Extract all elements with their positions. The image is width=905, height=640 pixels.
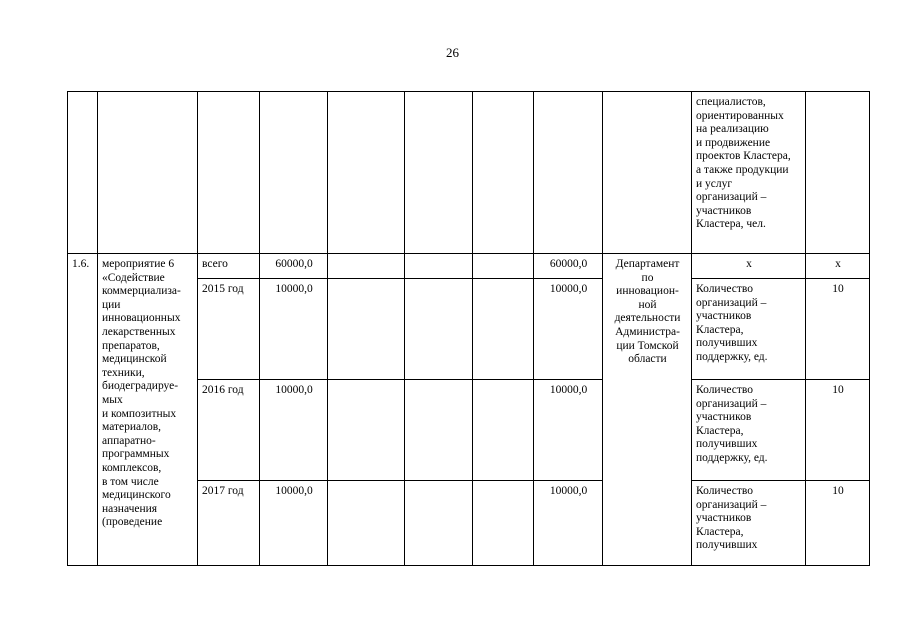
description-line: комплексов, [102,461,162,474]
indicator-line: ориентированных [696,109,784,122]
budget-cell [328,279,405,380]
indicator-line: Количество [696,485,753,497]
total-cell: 60000,0 [260,254,328,279]
budget-cell [328,481,405,566]
indicator-line: поддержку, ед. [696,350,768,363]
description-line: лекарственных [102,325,176,338]
page-number: 26 [446,45,459,60]
indicator-line: участников [696,512,752,525]
indicator-line: Кластера, [696,323,744,336]
responsible-line: инновацион- [616,285,679,298]
budget-cell [473,92,534,254]
col8-cell: 60000,0 [534,254,603,279]
description-line: коммерциализа- [102,285,181,298]
total-cell: 10000,0 [260,279,328,380]
item-number: 1.6. [68,254,98,566]
item-row-total [68,254,870,279]
description-cell [98,92,198,254]
indicator-line: организаций – [696,191,767,204]
description-line: «Содействие [102,271,165,284]
budget-cell [328,254,405,279]
num-cell [68,92,98,254]
budget-cell [473,279,534,380]
continuation-row [68,92,870,254]
period-cell: 2016 год [198,380,260,481]
indicator-line: получивших [696,539,758,552]
indicator-line: и продвижение [696,136,771,149]
period-cell: всего [198,254,260,279]
budget-cell [405,481,473,566]
responsible-cell [603,254,692,566]
indicator-line: поддержку, ед. [696,451,768,464]
indicator-line: Кластера, [696,525,744,538]
value-cell [806,92,870,254]
col8-cell: 10000,0 [534,380,603,481]
indicator-line: получивших [696,337,758,350]
description-line: инновационных [102,312,181,325]
indicator-cell [692,92,806,254]
description-line: (проведение [102,516,163,529]
budget-cell [473,254,534,279]
indicator-line: участников [696,204,752,217]
budget-cell [405,92,473,254]
responsible-line: Департамент [615,258,680,270]
indicator-line: Количество [696,283,753,295]
program-table [67,91,870,566]
col8-cell: 10000,0 [534,279,603,380]
value-cell: 10 [806,481,870,566]
budget-cell [534,92,603,254]
description-line: программных [102,448,170,461]
budget-cell [328,92,405,254]
description-line: медицинской [102,353,167,366]
budget-cell [473,481,534,566]
total-cell: 10000,0 [260,380,328,481]
description-line: в том числе [102,475,159,488]
description-line: препаратов, [102,339,160,352]
indicator-line: организаций – [696,498,767,511]
responsible-line: Администра- [615,325,680,338]
indicator-line: участников [696,411,752,424]
period-cell [198,92,260,254]
indicator-line: участников [696,310,752,323]
responsible-line: по [641,271,654,284]
indicator-line: специалистов, [696,96,766,108]
col8-cell: 10000,0 [534,481,603,566]
budget-cell [405,254,473,279]
description-line: медицинского [102,489,171,502]
indicator-cell [692,279,806,380]
value-cell: х [806,254,870,279]
description-line: техники, [102,366,145,379]
budget-cell [473,380,534,481]
indicator-line: организаций – [696,296,767,309]
indicator-cell [692,380,806,481]
value-cell: 10 [806,279,870,380]
description-line: и композитных [102,407,177,420]
description-line: назначения [102,502,158,515]
value-cell: 10 [806,380,870,481]
responsible-cell [603,92,692,254]
indicator-line: получивших [696,438,758,451]
indicator-line: организаций – [696,397,767,410]
indicator-line: и услуг [696,177,733,190]
indicator-line: Кластера, [696,424,744,437]
description-line: мых [102,393,123,406]
description-line: биодеградируе- [102,380,179,393]
description-line: аппаратно- [102,434,156,447]
description-line: ции [102,298,121,311]
period-cell: 2017 год [198,481,260,566]
budget-cell [405,380,473,481]
indicator-line: на реализацию [696,123,769,136]
description-line: мероприятие 6 [102,258,175,270]
total-cell [260,92,328,254]
responsible-line: ции Томской [616,339,679,352]
indicator-line: Количество [696,384,753,396]
indicator-line: проектов Кластера, [696,150,791,163]
responsible-line: деятельности [614,312,681,325]
responsible-line: ной [638,298,657,311]
indicator-cell [692,481,806,566]
budget-cell [405,279,473,380]
indicator-line: Кластера, чел. [696,218,766,231]
description-line: материалов, [102,421,162,434]
period-cell: 2015 год [198,279,260,380]
budget-cell [328,380,405,481]
indicator-cell: х [692,254,806,279]
indicator-line: а также продукции [696,163,789,176]
responsible-line: области [628,353,667,366]
item-description [98,254,198,566]
total-cell: 10000,0 [260,481,328,566]
